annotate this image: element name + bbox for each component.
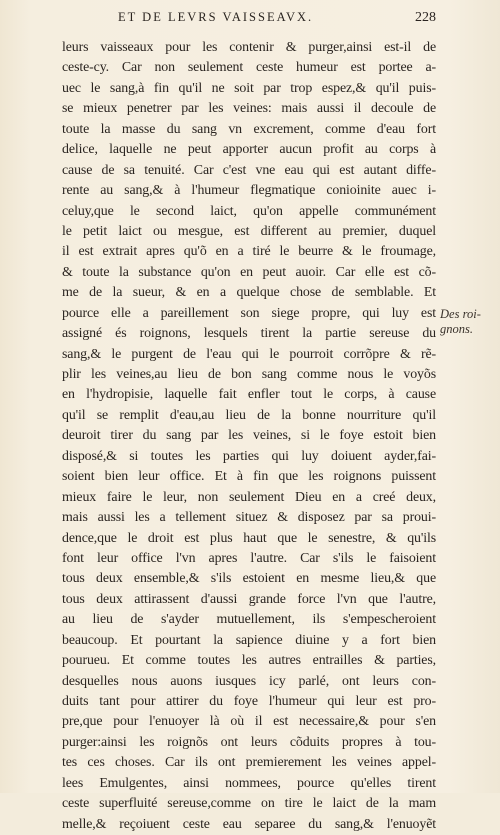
text-line: & toute la substance qu'on en peut auoir. Car elle est cõ-	[62, 264, 436, 280]
text-line: dence,que le droit est plus haut que le senestre, & qu'ils	[62, 530, 436, 546]
text-line: cause de sa tenuité. Car c'est vne eau qui est autant diffe-	[62, 162, 436, 178]
text-line: tes ces choses. Car ils ont premierement les veines appel-	[62, 755, 436, 771]
text-line: beaucoup. Et pourtant la sapience diuine y a fort bien	[62, 632, 436, 648]
text-line: tous deux ensemble,& s'ils estoient en mesme lieu,& que	[62, 571, 436, 587]
page-header	[118, 10, 436, 26]
margin-note-line: gnons.	[440, 322, 473, 336]
text-line: delice, laquelle ne peut apporter aucun profit au corps à	[62, 142, 436, 158]
text-line: toute la masse du sang vn excrement, comme d'eau fort	[62, 121, 436, 137]
text-line: disposé,& si toutes les parties qui luy doiuent ayder,fai-	[62, 448, 436, 464]
text-line: leurs vaisseaux pour les contenir & purger,ainsi est-il de	[62, 40, 436, 55]
text-line: font leur office l'vn apres l'autre. Car s'ils le faisoient	[62, 550, 436, 566]
text-line: uec le sang,à fin qu'il ne soit par trop espez,& qu'il puis-	[62, 80, 436, 96]
text-line: pourueu. Et comme toutes les autres entrailles & parties,	[62, 653, 436, 669]
text-line: au lieu de s'ayder mutuellement, ils s'empescheroient	[62, 612, 436, 628]
text-line: me de la sueur, & en a quelque chose de semblable. Et	[62, 285, 436, 301]
text-line: plir les veines,au lieu de bon sang comme nous le voyõs	[62, 367, 436, 382]
text-line: qu'il se remplit d'eau,au lieu de la bonne nourriture qu'il	[62, 407, 436, 423]
text-line: mieux faire le leur, non seulement Dieu en a creé deux,	[62, 489, 436, 505]
text-line: duits tant pour attirer du foye l'humeur qui leur est pro-	[62, 694, 436, 709]
running-head: ET DE LEVRS VAISSEAVX.	[118, 10, 314, 24]
text-line: le petit laict ou mesgue, est different au premier, duquel	[62, 223, 436, 239]
text-line: en l'hydropisie, laquelle fait enfler tout le corps, à cause	[62, 387, 436, 403]
text-line: purger:ainsi les roignõs ont leurs cõduits propres à tou-	[62, 734, 436, 750]
text-line: desquelles nous auons iusques icy parlé, ont leurs con-	[62, 673, 436, 689]
text-line: rente au sang,& à l'humeur flegmatique conioinite auec i-	[62, 183, 436, 199]
text-line: assigné és roignons, lesquels tirent la partie sereuse du	[62, 326, 436, 342]
text-line: ceste superfluité sereuse,comme on tire le laict de la mam	[62, 796, 436, 812]
text-line: pre,que pour l'enuoyer là où il est necessaire,& pour s'en	[62, 714, 436, 730]
text-line: mais aussi les a tellement situez & disposez par sa proui-	[62, 510, 436, 526]
margin-note	[440, 307, 496, 337]
text-line: soient bien leur office. Et à fin que les roignons puissent	[62, 469, 436, 485]
text-line: pource elle a pareillement son siege propre, qui luy est	[62, 305, 436, 321]
body-text	[62, 38, 436, 835]
text-line: deuroit tirer du sang par les veines, si le foye estoit bien	[62, 428, 436, 444]
text-line: sang,& le purgent de l'eau qui le pourroit corrõpre & rẽ-	[62, 346, 436, 362]
text-line: melle,& reçoiuent ceste eau separee du sang,& l'enuoyẽt	[62, 816, 436, 832]
margin-note-line: Des roi-	[440, 307, 481, 321]
text-line: tous deux attirassent d'aussi grande force l'vn que l'autre,	[62, 591, 436, 607]
text-line: ceste-cy. Car non seulement ceste humeur est portee a-	[62, 60, 436, 76]
text-line: celuy,que le second laict, qu'on appelle communément	[62, 203, 436, 219]
text-line: lees Emulgentes, ainsi nommees, pource qu'elles tirent	[62, 775, 436, 791]
page-number: 228	[415, 10, 436, 25]
text-line: se mieux penetrer par les veines: mais aussi il decoule de	[62, 101, 436, 117]
text-line: il est extrait apres qu'õ en a tiré le beurre & le froumage,	[62, 244, 436, 260]
